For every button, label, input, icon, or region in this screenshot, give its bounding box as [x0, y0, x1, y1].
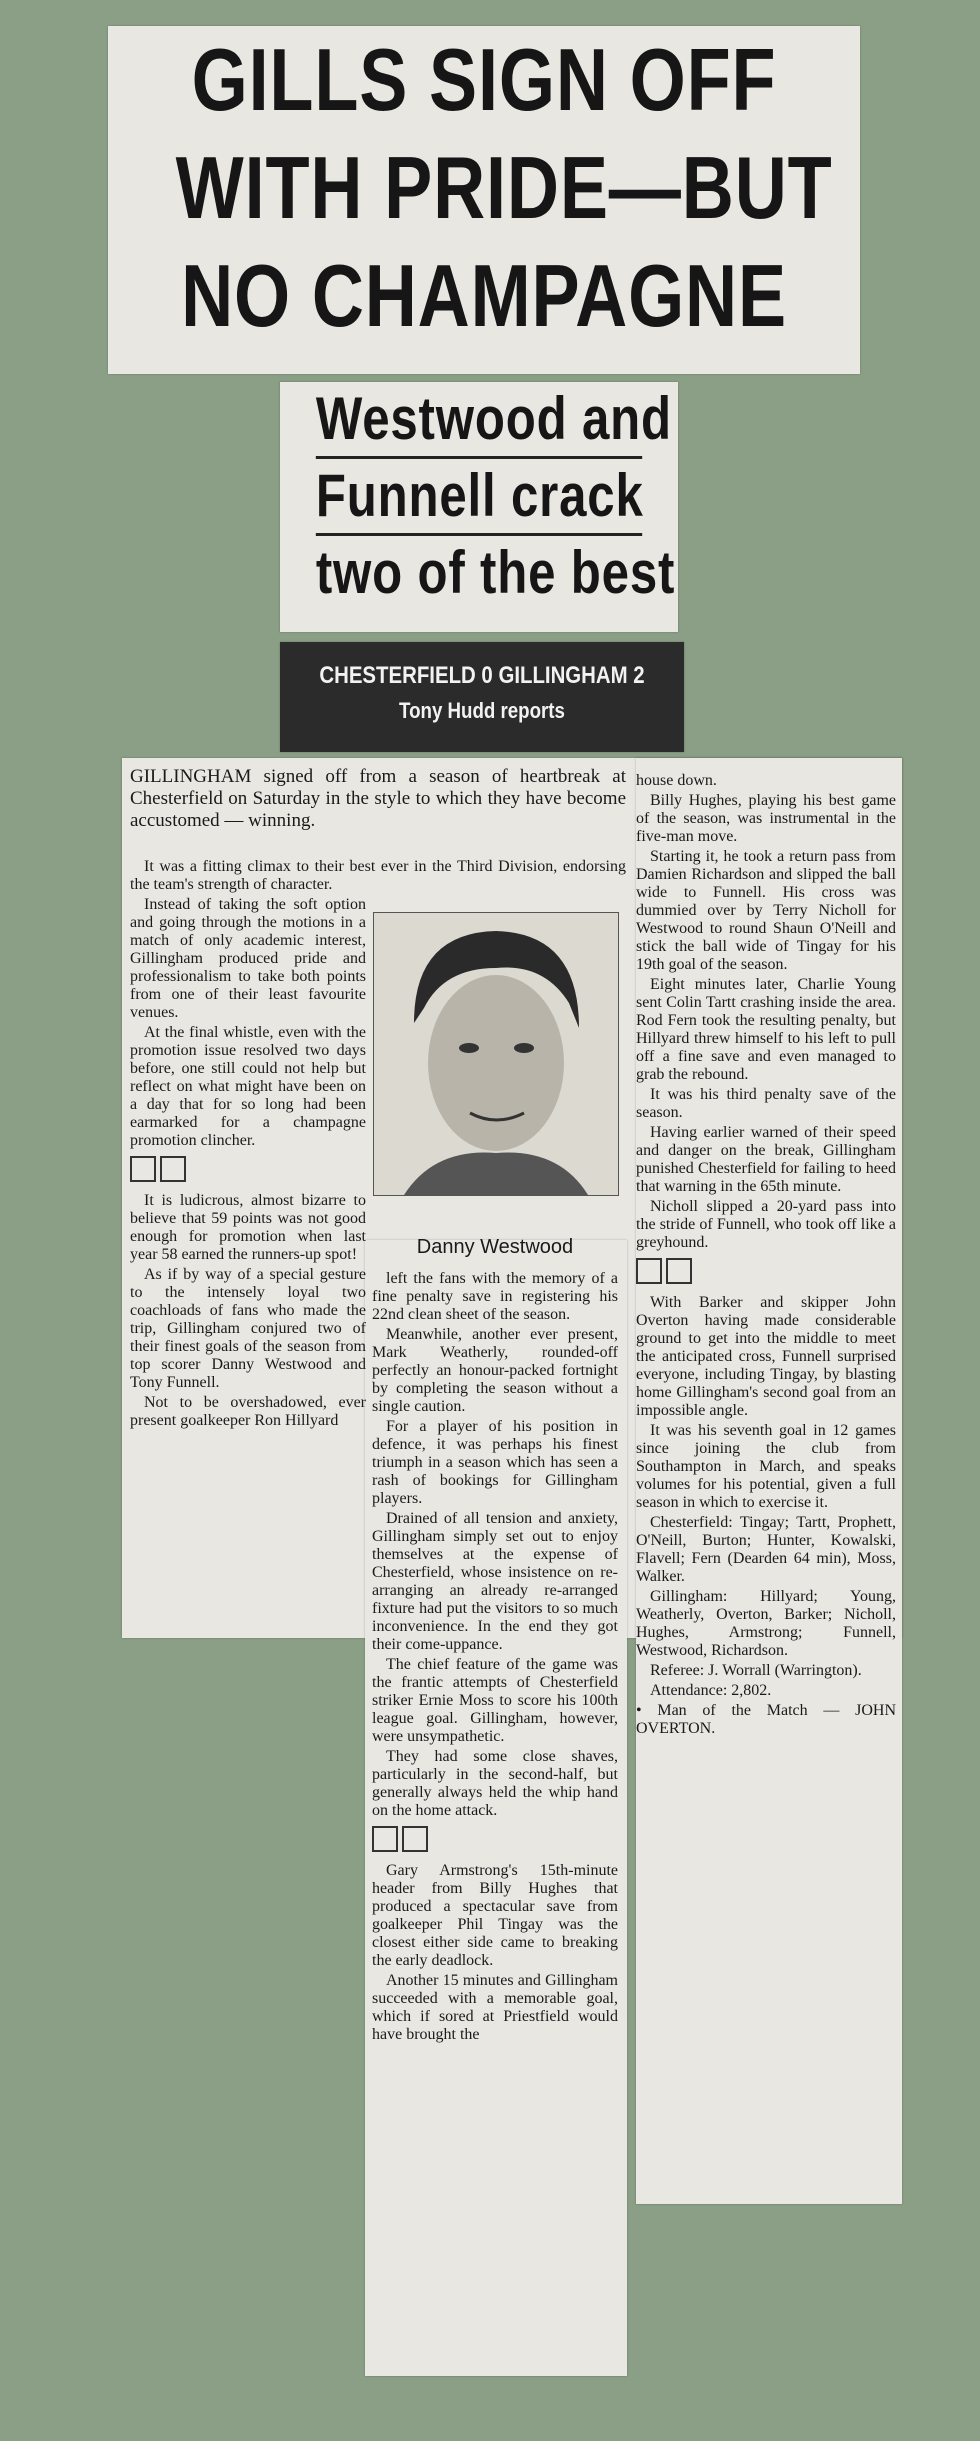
section-break-boxes [372, 1826, 618, 1856]
reporter-byline: Tony Hudd reports [399, 698, 565, 723]
section-break-boxes [130, 1156, 366, 1186]
col3-paragraph-1: house down. [636, 772, 717, 789]
col1-paragraph-2: Instead of taking the soft option and going through the motions in a match of only academic interest, Gillingham produced pride and professionalism to take both points from one of their least favourite venues. [130, 896, 366, 1021]
col3-paragraph-7: Nicholl slipped a 20-yard pass into the stride of Funnell, who took off like a greyhound. [636, 1198, 896, 1251]
team-gillingham: Gillingham: Hillyard; Young, Weatherly, Overton, Barker; Nicholl, Hughes, Armstrong; Funnell, Westwood, Richardson. [636, 1588, 896, 1659]
score-box [280, 642, 684, 752]
referee: Referee: J. Worrall (Warrington). [650, 1662, 862, 1679]
col2-paragraph-8: Another 15 minutes and Gillingham succeeded with a memorable goal, which if sored at Priestfield would have brought the [372, 1972, 618, 2043]
portrait-illustration [374, 913, 618, 1195]
player-photo [373, 912, 619, 1196]
col3-paragraph-3: Starting it, he took a return pass from Damien Richardson and slipped the ball wide to Funnell. His cross was dummied over by Terry Nicholl for Westwood to round Shaun O'Neill and stick the ball wide of Tingay for his 19th goal of the season. [636, 848, 896, 973]
col1-paragraph-5: As if by way of a special gesture to the intensely loyal two coachloads of fans who made the trip, Gillingham conjured two of their finest goals of the season from top scorer Danny Westwood and Tony Funnell. [130, 1266, 366, 1391]
col2-paragraph-2: Meanwhile, another ever present, Mark Weatherly, rounded-off perfectly an honour-packed fortnight by completing the season without a single caution. [372, 1326, 618, 1415]
team-chesterfield: Chesterfield: Tingay; Tartt, Prophett, O'Neill, Burton; Hunter, Kowalski, Flavell; Fern (Dearden 64 min), Moss, Walker. [636, 1514, 896, 1585]
col3-paragraph-5: It was his third penalty save of the season. [636, 1086, 896, 1121]
subheadline-line-2: Funnell crack [316, 459, 642, 536]
article-lead [130, 766, 626, 834]
section-break-boxes [636, 1258, 896, 1288]
headline-line-2: WITH PRIDE—BUT [175, 138, 833, 237]
article-column-2 [372, 1270, 618, 2046]
col2-paragraph-7: Gary Armstrong's 15th-minute header from Billy Hughes that produced a spectacular save from goalkeeper Phil Tingay was the closest either side came to breaking the early deadlock. [372, 1862, 618, 1969]
subheadline-line-3: two of the best [315, 539, 676, 606]
col3-paragraph-6: Having earlier warned of their speed and danger on the break, Gillingham punished Chesterfield for failing to heed that warning in the 65th minute. [636, 1124, 896, 1195]
col3-paragraph-8: With Barker and skipper John Overton having made considerable ground to get into the middle to meet the anticipated cross, Funnell surprised everyone, including Tingay, by blasting home Gillingham's second goal from an impossible angle. [636, 1294, 896, 1419]
col2-paragraph-4: Drained of all tension and anxiety, Gillingham simply set out to enjoy themselves at the expense of Chesterfield, whose insistence on re-arranging an already re-arranged fixture had put the visitors to so much inconvenience. In the end they got their come-uppance. [372, 1510, 618, 1653]
subheadline-line-1: Westwood and [316, 382, 642, 459]
article-column-3 [636, 772, 896, 1740]
headline-line-3: NO CHAMPAGNE [181, 246, 787, 345]
col3-paragraph-2: Billy Hughes, playing his best game of the season, was instrumental in the five-man move. [636, 792, 896, 845]
col2-paragraph-5: The chief feature of the game was the frantic attempts of Chesterfield striker Ernie Moss to score his 100th league goal. Gillingham, however, were unsympathetic. [372, 1656, 618, 1745]
photo-caption: Danny Westwood [416, 1236, 574, 1258]
match-score: CHESTERFIELD 0 GILLINGHAM 2 [319, 662, 645, 689]
sub-headline [280, 382, 678, 632]
man-of-the-match: • Man of the Match — JOHN OVERTON. [636, 1702, 896, 1737]
attendance: Attendance: 2,802. [650, 1682, 772, 1699]
lead-paragraph: GILLINGHAM signed off from a season of heartbreak at Chesterfield on Saturday in the style to which they have become accustomed — winning. [130, 766, 626, 831]
headline-line-1: GILLS SIGN OFF [191, 30, 777, 129]
col1-paragraph-1: It was a fitting climax to their best ever in the Third Division, endorsing the team's strength of character. [130, 858, 626, 893]
col1-paragraph-3: At the final whistle, even with the promotion issue resolved two days before, one still could not help but reflect on what might have been on a day that for so long had been earmarked for a champagne promotion clincher. [130, 1024, 366, 1149]
main-headline [108, 26, 860, 374]
col3-paragraph-4: Eight minutes later, Charlie Young sent Colin Tartt crashing inside the area. Rod Fern took the resulting penalty, but Hillyard threw himself to his left to pull off a fine save and even managed to grab the rebound. [636, 976, 896, 1083]
col1-paragraph-6: Not to be overshadowed, ever present goalkeeper Ron Hillyard [130, 1394, 366, 1429]
col2-paragraph-3: For a player of his position in defence, it was perhaps his finest triumph in a season which has seen a rash of bookings for Gillingham players. [372, 1418, 618, 1507]
col3-paragraph-9: It was his seventh goal in 12 games since joining the club from Southampton in March, and speaks volumes for his potential, given a full season in which to exercise it. [636, 1422, 896, 1511]
col1-paragraph-4: It is ludicrous, almost bizarre to believe that 59 points was not good enough for promotion when last year 58 earned the runners-up spot! [130, 1192, 366, 1263]
col2-paragraph-1: left the fans with the memory of a fine penalty save in registering his 22nd clean sheet of the season. [372, 1270, 618, 1323]
col2-paragraph-6: They had some close shaves, particularly in the second-half, but generally always held the whip hand on the home attack. [372, 1748, 618, 1819]
